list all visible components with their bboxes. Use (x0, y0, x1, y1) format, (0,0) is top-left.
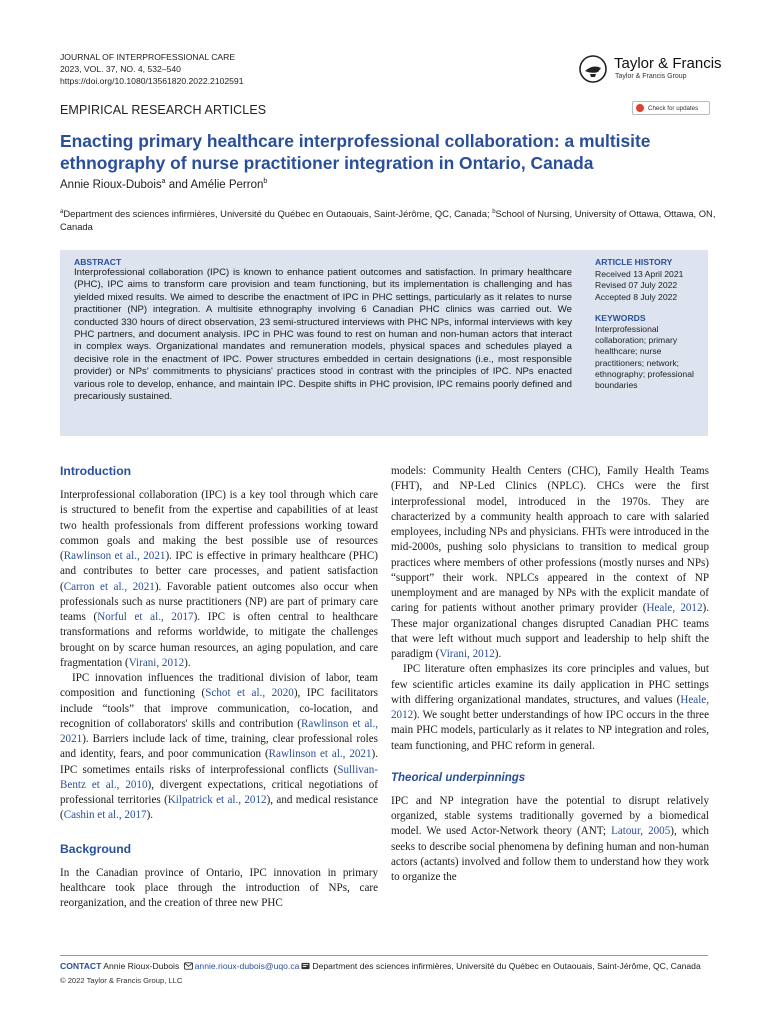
contact-label: CONTACT (60, 961, 102, 971)
contact-address: Department des sciences infirmières, Université du Québec en Outaouais, Saint-Jérôme, QC, Canada (312, 961, 701, 971)
paragraph: In the Canadian province of Ontario, IPC innovation in primary healthcare took place through the introduction of NPs, care reorganization, and the creation of three new PHC (60, 866, 378, 909)
section-heading-background: Background (60, 841, 132, 856)
article-history-heading: ARTICLE HISTORY (595, 257, 673, 267)
text-run: ), and medical resistance ( (60, 794, 378, 822)
text-run: ). IPC sometimes entails risks of interprofessional conflicts ( (60, 748, 378, 776)
text-run: models: Community Health Centers (CHC), Family Health Teams (FHT), and NP-Led Clinics (NPLC). CHCs were the first interprofessional model, introduced in the 1970s. They are characterized by a community health approach to care with salaried employees, including NPs and physicians. FHTs were introduced in the mid-2000s, pushing solo physicians to transition to medical group practices where members of other professions (mostly nurses and NPs) “support” their work. NPLCs appeared in the context of NP unemployment and are managed by NPs with the explicit mandate of caring for patients without another primary provider ( (391, 465, 709, 615)
paragraph (391, 662, 709, 754)
paragraph (60, 488, 378, 671)
publisher-group: Taylor & Francis Group (615, 73, 687, 80)
address-icon (301, 962, 310, 970)
check-updates-icon (636, 104, 644, 112)
citation-link[interactable]: Rawlinson et al., 2021 (60, 717, 378, 745)
paragraph (391, 794, 709, 886)
footer-copyright: © 2022 Taylor & Francis Group, LLC (60, 976, 183, 985)
article-title: Enacting primary healthcare interprofessional collaboration: a multisite ethnography of nurse practitioner integration in Ontario, Canada (60, 131, 651, 173)
journal-name: JOURNAL OF INTERPROFESSIONAL CARE (60, 52, 236, 62)
citation-link[interactable]: Heale, 2012 (646, 602, 703, 615)
footer-divider (60, 955, 708, 956)
citation-link[interactable]: Latour, 2005 (611, 825, 671, 838)
check-updates-button[interactable] (632, 101, 710, 115)
body-column-right (391, 464, 709, 885)
text-run: IPC innovation influences the traditional division of labor, team composition and functioning ( (60, 672, 378, 700)
contact-name: Annie Rioux-Dubois (101, 961, 182, 971)
check-updates-label: Check for updates (648, 104, 699, 112)
citation-link[interactable]: Heale, 2012 (391, 693, 709, 721)
affiliation-b: School of Nursing, University of Ottawa, Ottawa, ON, Canada (60, 208, 716, 232)
citation-link[interactable]: Norful et al., 2017 (97, 611, 194, 623)
citation-link[interactable]: Cashin et al., 2017 (63, 809, 147, 822)
text-run: ). IPC is often central to healthcare transformations and reforms worldwide, to mitigate the challenges brought on by scarce human resources, an aging population, and care fragmentation ( (60, 611, 378, 669)
affiliation-marker: a (60, 209, 64, 215)
author-list (60, 178, 267, 191)
history-received: Received 13 April 2021 (595, 269, 684, 279)
text-run: ). (184, 656, 191, 669)
body-column-left (60, 464, 378, 911)
journal-volume: 2023, VOL. 37, NO. 4, 532–540 (60, 63, 181, 74)
citation-link[interactable]: Kilpatrick et al., 2012 (167, 794, 267, 806)
paragraph (391, 464, 709, 662)
text-run: ). These major organizational changes disrupted Canadian PHC teams that were left without much support and leadership to help shift the paradigm ( (391, 602, 709, 660)
text-run: ). We sought better understandings of how IPC occurs in the three main PHC models, particularly as it relates to NP integration and roles, team functioning, and PHC reform in general. (391, 709, 709, 752)
text-run: ), which seeks to describe social phenomena by defining human and non-human actors (actants) involved and follow them to understand how they work to organize the (391, 825, 709, 883)
author-conjunction: and (165, 178, 191, 191)
contact-email-link[interactable]: annie.rioux-dubois@uqo.ca (194, 961, 300, 971)
text-run: ). (146, 809, 154, 822)
author-name[interactable]: Amélie Perron (190, 178, 264, 191)
article-history (595, 269, 683, 303)
text-run: Interprofessional collaboration (IPC) is a key tool through which care is structured to benefit from the expertise and capabilities of at least two health professionals from different professions working toward common goals and making the best possible use of resources ( (60, 489, 378, 562)
publisher-logo[interactable] (578, 54, 722, 84)
journal-meta (60, 52, 244, 87)
keywords-text: Interprofessional collaboration; primary healthcare; nurse practitioners; network; ethnography; professional boundaries (595, 324, 694, 391)
author-name[interactable]: Annie Rioux-Dubois (60, 178, 162, 191)
email-icon (184, 962, 193, 970)
abstract-heading: ABSTRACT (74, 257, 122, 267)
text-run: ). Barriers include lack of time, training, clear professional roles and identity, fears, and poor communication ( (60, 733, 378, 761)
text-run: IPC literature often emphasizes its core principles and values, but few scientific articles examine its daily application in PHC settings with differing organizational mandates, structures, and values ( (391, 663, 709, 706)
history-accepted: Accepted 8 July 2022 (595, 291, 678, 302)
section-heading-introduction: Introduction (60, 464, 132, 478)
paragraph (60, 671, 378, 824)
citation-link[interactable]: Rawlinson et al., 2021 (268, 748, 372, 761)
citation-link[interactable]: Virani, 2012 (128, 656, 185, 669)
affiliation-a: Department des sciences infirmières, Université du Québec en Outaouais, Saint-Jérôme, QC, Canada; (63, 208, 493, 220)
section-label: EMPIRICAL RESEARCH ARTICLES (60, 103, 267, 117)
author-affiliation-marker: a (161, 178, 166, 185)
citation-link[interactable]: Carron et al., 2021 (63, 580, 155, 593)
text-run: ), divergent expectations, critical negotiations of professional territories ( (60, 778, 379, 806)
author-affiliation-marker: b (263, 178, 268, 185)
footer-contact (60, 961, 701, 971)
publisher-name: Taylor & Francis (614, 55, 722, 72)
citation-link[interactable]: Sullivan-Bentz et al., 2010 (60, 763, 378, 791)
text-run: ). IPC is effective in primary healthcare (PHC) and contributes to better care processes, and patient satisfaction ( (60, 550, 378, 593)
publisher-lamp-icon (578, 54, 608, 84)
journal-doi[interactable]: https://doi.org/10.1080/13561820.2022.2102591 (60, 75, 244, 86)
abstract-text: Interprofessional collaboration (IPC) is known to enhance patient outcomes and satisfaction. In primary healthcare (PHC), IPC aims to transform care provision and team functioning, but its implementation is challenging and has yielded mixed results. We aimed to describe the enactment of IPC in PHC settings, particularly as it relates to nurse practitioner (NP) integration. A multisite ethnography involving 6 Canadian PHC clinics was carried out. We conducted 330 hours of direct observation, 23 semi-structured interviews with PHC NPs, informal interviews with key PHC partners, and document analysis. IPC in PHC was found to rest on human and non-human actors that interact in complex ways. Organizational mandates and remuneration models, physical spaces and schedules played a decisive role in the enactment of IPC. Power structures embedded in certain designations (i.e., most responsible provider) or NPs' commitments to physicians' practices stood in contrast with the principles of IPC. NPs enacted various role to develop, enhance, and maintain IPC. Despite shifts in PHC provision, IPC remains poorly defined and precariously sustained. (74, 267, 572, 403)
text-run: IPC and NP integration have the potential to disrupt relatively organized, stable systems traditionally governed by a biomedical model. We used Actor-Network theory (ANT; (391, 794, 709, 838)
citation-link[interactable]: Virani, 2012 (439, 648, 495, 660)
text-run: ), IPC facilitators include “tools” that improve communication, co-location, and recognition of collaborators' skills and contribution ( (60, 687, 379, 730)
affiliations (60, 206, 720, 233)
subsection-heading-theorical-underpinnings: Theorical underpinnings (391, 771, 526, 784)
keywords-heading: KEYWORDS (595, 313, 646, 323)
citation-link[interactable]: Rawlinson et al., 2021 (63, 550, 166, 562)
affiliation-marker: b (492, 209, 496, 215)
text-run: ). (494, 648, 502, 660)
citation-link[interactable]: Schot et al., 2020 (205, 687, 294, 700)
history-revised: Revised 07 July 2022 (595, 280, 678, 291)
text-run: ). Favorable patient outcomes also occur when professionals such as nurse practitioners (NP) are part of primary care teams ( (60, 580, 378, 623)
